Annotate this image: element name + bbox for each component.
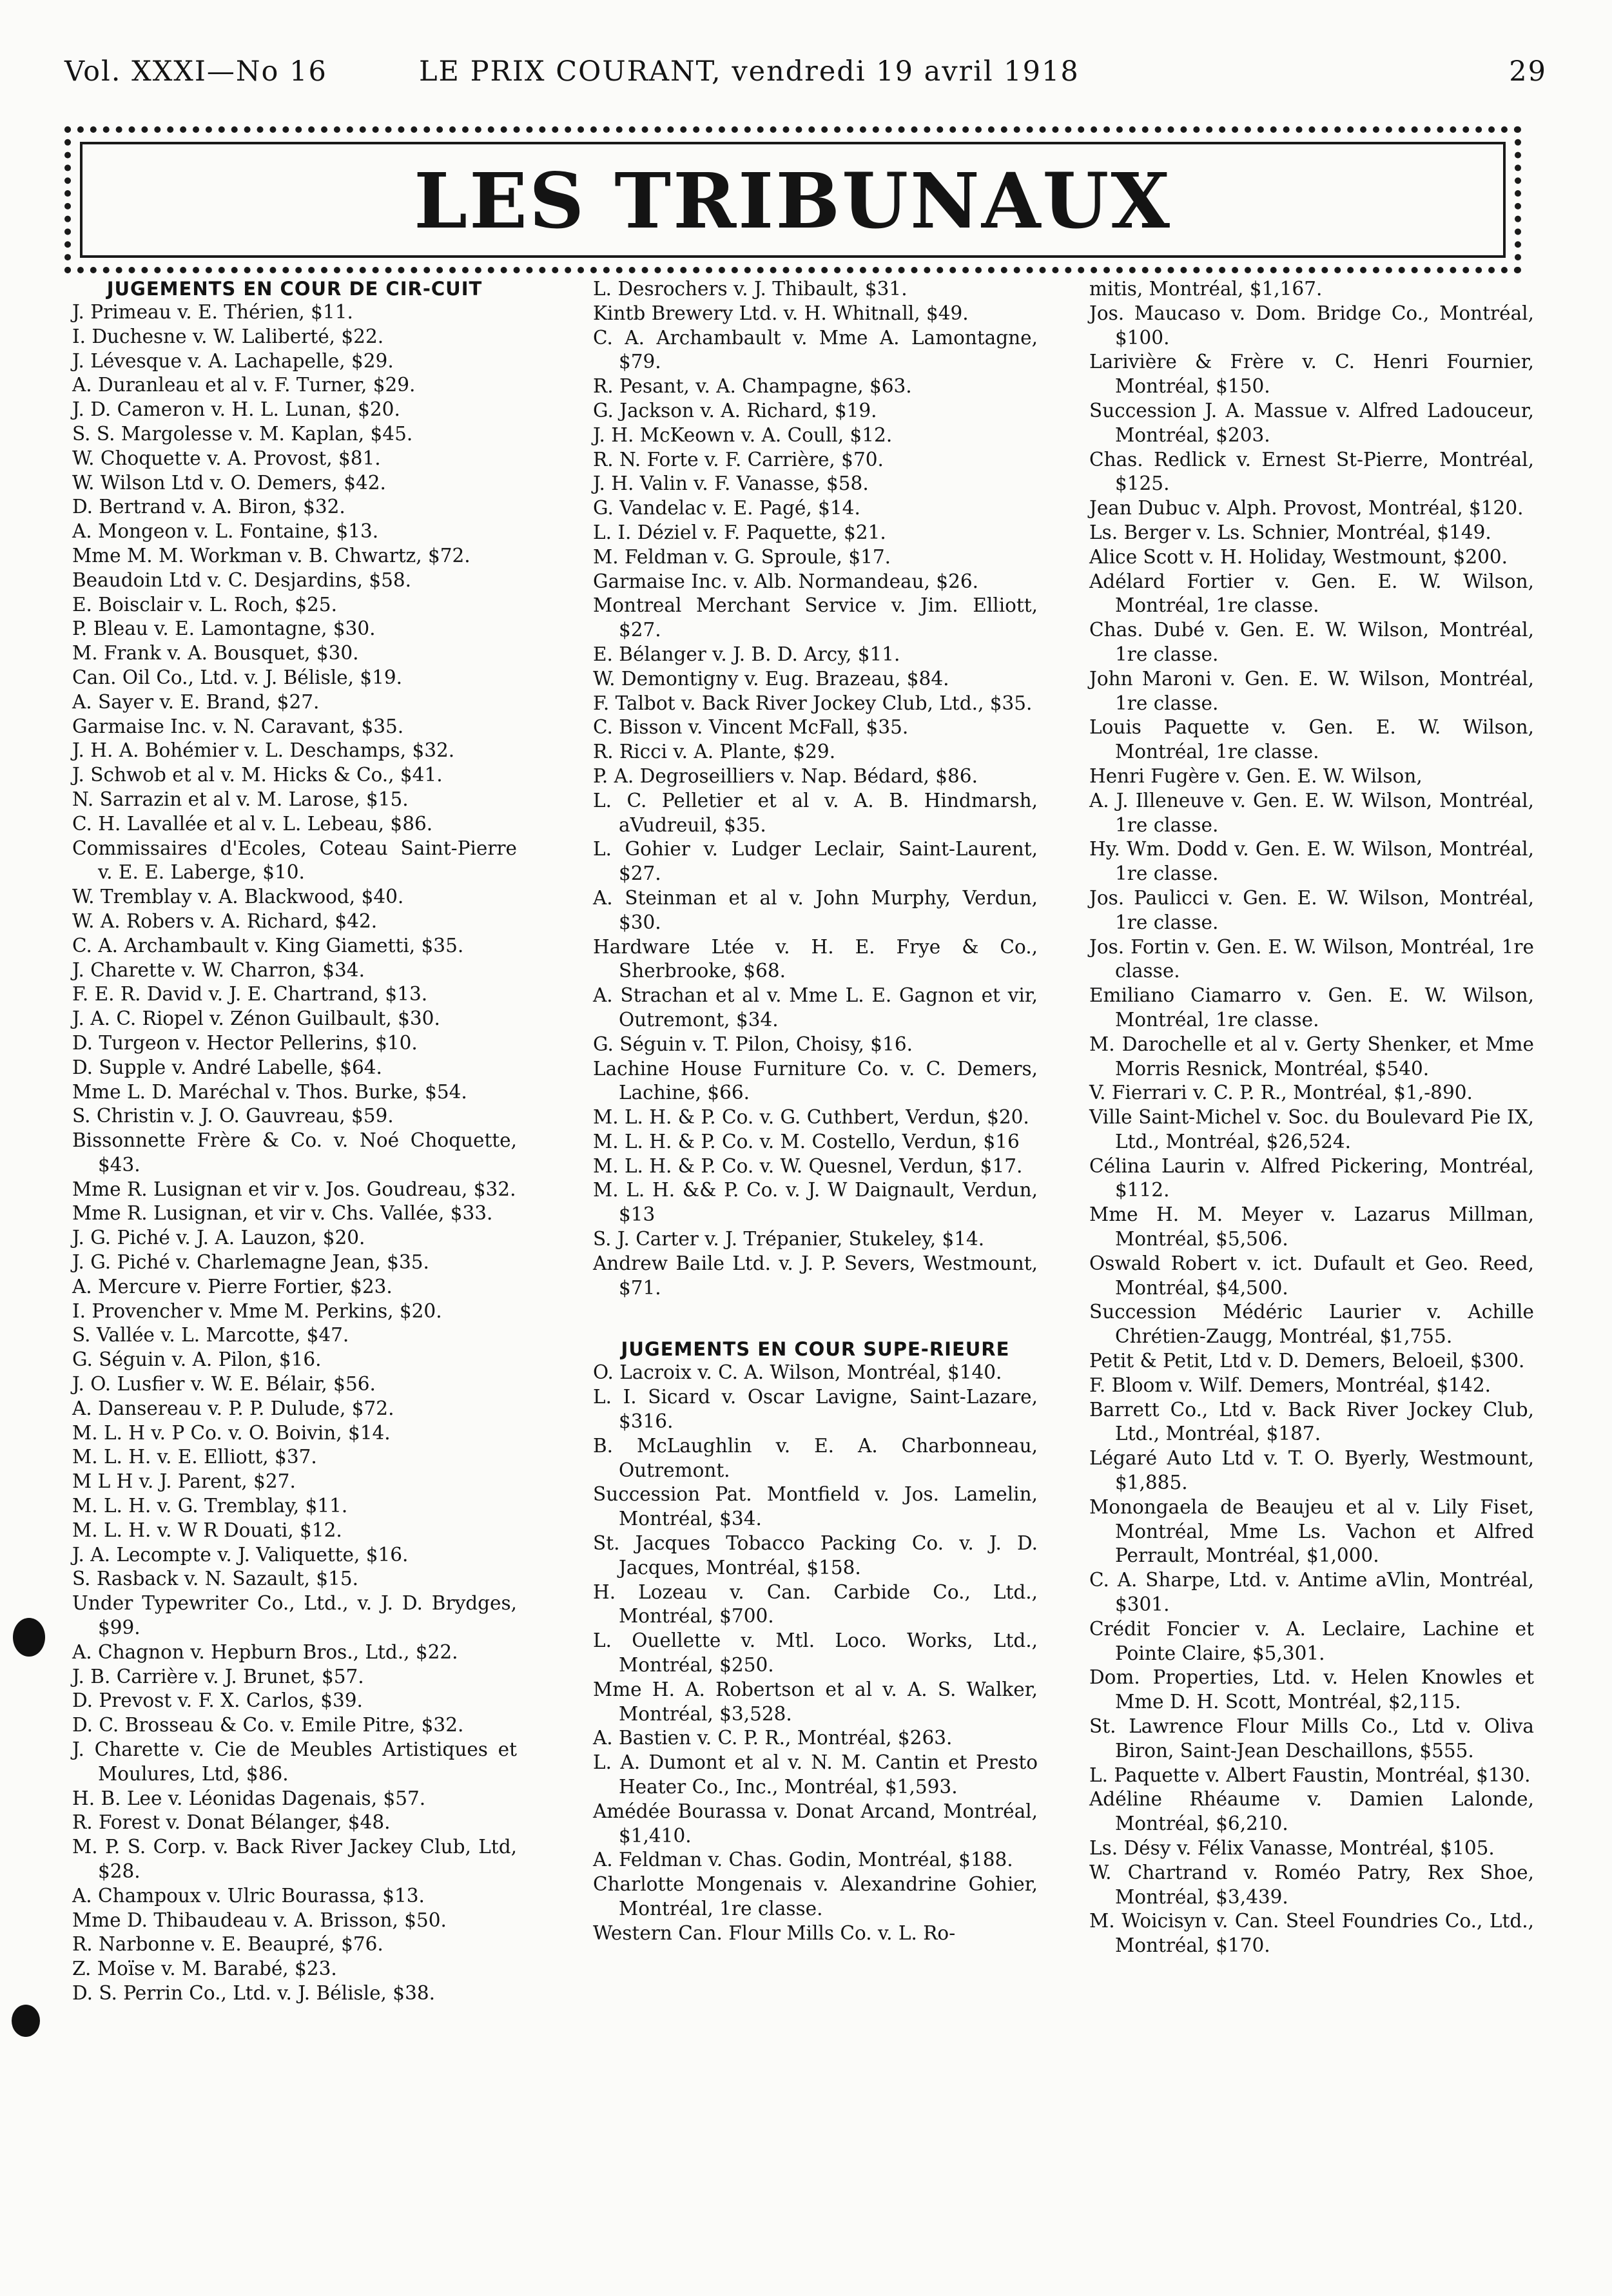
judgment-entry: C. A. Archambault v. King Giametti, $35. — [72, 934, 464, 957]
judgment-entry: Jean Dubuc v. Alph. Provost, Montréal, $120. — [1089, 497, 1524, 520]
judgment-entry: Chas. Dubé v. Gen. E. W. Wilson, Montréal, 1re classe. — [1089, 619, 1534, 665]
judgment-entry: S. Christin v. J. O. Gauvreau, $59. — [72, 1105, 394, 1127]
judgment-entry: C. H. Lavallée et al v. L. Lebeau, $86. — [72, 812, 433, 835]
judgment-entry: R. Narbonne v. E. Beaupré, $76. — [72, 1933, 384, 1956]
judgment-entry: L. I. Sicard v. Oscar Lavigne, Saint-Lazare, $316. — [593, 1386, 1038, 1433]
section-banner — [64, 126, 1521, 273]
banner-title: LES TRIBUNAUX — [414, 156, 1172, 246]
judgment-entry: J. G. Piché v. Charlemagne Jean, $35. — [72, 1251, 429, 1274]
judgment-entry: John Maroni v. Gen. E. W. Wilson, Montréal, 1re classe. — [1089, 667, 1534, 714]
judgment-entry: A. Strachan et al v. Mme L. E. Gagnon et vir, Outremont, $34. — [593, 984, 1038, 1031]
judgment-entry: Barrett Co., Ltd v. Back River Jockey Club, Ltd., Montréal, $187. — [1089, 1398, 1534, 1445]
judgment-entry: S. Rasback v. N. Sazault, $15. — [72, 1568, 359, 1590]
judgment-entry: Beaudoin Ltd v. C. Desjardins, $58. — [72, 569, 412, 591]
judgment-entry: J. H. McKeown v. A. Coull, $12. — [593, 423, 893, 446]
judgment-entry: Andrew Baile Ltd. v. J. P. Severs, Westmount, $71. — [593, 1252, 1038, 1299]
judgment-entry: Mme R. Lusignan, et vir v. Chs. Vallée, $33. — [72, 1202, 493, 1225]
page-number: 29 — [1509, 55, 1547, 88]
judgment-entry: P. Bleau v. E. Lamontagne, $30. — [72, 618, 376, 640]
judgment-entry: Monongaela de Beaujeu et al v. Lily Fiset, Montréal, Mme Ls. Vachon et Alfred Perrault, Montréal, $1,000. — [1089, 1495, 1534, 1567]
judgment-entry: Adélard Fortier v. Gen. E. W. Wilson, Montréal, 1re classe. — [1089, 570, 1534, 617]
judgment-entry: M. Woicisyn v. Can. Steel Foundries Co., Ltd., Montréal, $170. — [1089, 1910, 1534, 1957]
judgment-entry: C. A. Sharpe, Ltd. v. Antime aVlin, Montréal, $301. — [1089, 1569, 1534, 1616]
judgment-entry: J. Schwob et al v. M. Hicks & Co., $41. — [72, 764, 443, 786]
judgment-entry: J. A. C. Riopel v. Zénon Guilbault, $30. — [72, 1007, 440, 1030]
judgment-entry: J. G. Piché v. J. A. Lauzon, $20. — [72, 1227, 365, 1249]
judgment-entry: L. Ouellette v. Mtl. Loco. Works, Ltd., Montréal, $250. — [593, 1630, 1038, 1677]
judgment-entry: G. Séguin v. A. Pilon, $16. — [72, 1348, 322, 1371]
judgment-entry: M. L. H. v. E. Elliott, $37. — [72, 1446, 317, 1468]
judgment-entry: W. A. Robers v. A. Richard, $42. — [72, 910, 378, 932]
judgment-entry: Amédée Bourassa v. Donat Arcand, Montréal, $1,410. — [593, 1800, 1038, 1847]
judgment-entry: I. Provencher v. Mme M. Perkins, $20. — [72, 1299, 442, 1322]
judgment-entry: Garmaise Inc. v. N. Caravant, $35. — [72, 715, 404, 737]
judgment-entry: Commissaires d'Ecoles, Coteau Saint-Pierre v. E. E. Laberge, $10. — [72, 837, 517, 884]
judgment-entry: G. Jackson v. A. Richard, $19. — [593, 399, 877, 422]
judgment-entry: V. Fierrari v. C. P. R., Montréal, $1,-890. — [1089, 1082, 1473, 1104]
judgment-entry: Can. Oil Co., Ltd. v. J. Bélisle, $19. — [72, 666, 403, 688]
judgment-entry: M. L. H. v. G. Tremblay, $11. — [72, 1495, 348, 1517]
judgment-entry: Petit & Petit, Ltd v. D. Demers, Beloeil, $300. — [1089, 1350, 1525, 1372]
judgment-entry: A. J. Illeneuve v. Gen. E. W. Wilson, Montréal, 1re classe. — [1089, 789, 1534, 836]
judgment-entry: Ls. Désy v. Félix Vanasse, Montréal, $105. — [1089, 1837, 1495, 1859]
judgment-entry: D. Supple v. André Labelle, $64. — [72, 1056, 382, 1078]
judgment-entry: C. A. Archambault v. Mme A. Lamontagne, $79. — [593, 326, 1038, 373]
judgment-list-superieure-1 — [593, 1361, 1038, 1945]
ink-spot — [13, 1618, 45, 1657]
column-2 — [593, 277, 1038, 1946]
judgment-entry: J. O. Lusfier v. W. E. Bélair, $56. — [72, 1373, 376, 1396]
judgment-entry: N. Sarrazin et al v. M. Larose, $15. — [72, 788, 409, 810]
judgment-entry: J. H. Valin v. F. Vanasse, $58. — [593, 472, 869, 495]
judgment-entry: R. Ricci v. A. Plante, $29. — [593, 741, 836, 763]
judgment-entry: Chas. Redlick v. Ernest St-Pierre, Montréal, $125. — [1089, 448, 1534, 495]
judgment-entry: Mme H. A. Robertson et al v. A. S. Walker, Montréal, $3,528. — [593, 1678, 1038, 1725]
judgment-entry: A. Dansereau v. P. P. Dulude, $72. — [72, 1397, 394, 1419]
judgment-entry: A. Mongeon v. L. Fontaine, $13. — [72, 520, 379, 543]
judgment-entry: M. Feldman v. G. Sproule, $17. — [593, 545, 891, 568]
judgment-entry: L. I. Déziel v. F. Paquette, $21. — [593, 521, 886, 543]
judgment-entry: Jos. Paulicci v. Gen. E. W. Wilson, Montréal, 1re classe. — [1089, 886, 1534, 933]
judgment-entry: Kintb Brewery Ltd. v. H. Whitnall, $49. — [593, 302, 969, 324]
judgment-entry: Emiliano Ciamarro v. Gen. E. W. Wilson, Montréal, 1re classe. — [1089, 984, 1534, 1031]
judgment-entry: E. Boisclair v. L. Roch, $25. — [72, 593, 337, 616]
publication-line: LE PRIX COURANT, vendredi 19 avril 1918 — [419, 55, 1080, 88]
judgment-entry: H. Lozeau v. Can. Carbide Co., Ltd., Montréal, $700. — [593, 1581, 1038, 1628]
judgment-entry: A. Chagnon v. Hepburn Bros., Ltd., $22. — [72, 1640, 458, 1663]
judgment-entry: R. N. Forte v. F. Carrière, $70. — [593, 448, 884, 471]
judgment-entry: Mme M. M. Workman v. B. Chwartz, $72. — [72, 544, 471, 567]
judgment-entry: Henri Fugère v. Gen. E. W. Wilson, — [1089, 764, 1423, 787]
judgment-entry: Succession Médéric Laurier v. Achille Chrétien-Zaugg, Montréal, $1,755. — [1089, 1301, 1534, 1348]
judgment-entry: G. Séguin v. T. Pilon, Choisy, $16. — [593, 1033, 913, 1055]
judgment-entry: Louis Paquette v. Gen. E. W. Wilson, Montréal, 1re classe. — [1089, 716, 1534, 763]
judgment-entry: Mme R. Lusignan et vir v. Jos. Goudreau, $32. — [72, 1178, 516, 1200]
judgment-entry: Oswald Robert v. ict. Dufault et Geo. Reed, Montréal, $4,500. — [1089, 1252, 1534, 1299]
judgment-entry: M. Frank v. A. Bousquet, $30. — [72, 642, 359, 665]
judgment-entry: Succession J. A. Massue v. Alfred Ladouceur, Montréal, $203. — [1089, 399, 1534, 446]
judgment-entry: Larivière & Frère v. C. Henri Fournier, Montréal, $150. — [1089, 351, 1534, 398]
judgment-entry: M. L. H. & P. Co. v. G. Cuthbert, Verdun, $20. — [593, 1106, 1029, 1129]
judgment-entry: Bissonnette Frère & Co. v. Noé Choquette, $43. — [72, 1129, 517, 1176]
page-header — [64, 55, 1547, 94]
judgment-entry: H. B. Lee v. Léonidas Dagenais, $57. — [72, 1787, 426, 1809]
judgment-entry: St. Jacques Tobacco Packing Co. v. J. D. Jacques, Montréal, $158. — [593, 1532, 1038, 1579]
judgment-entry: Crédit Foncier v. A. Leclaire, Lachine et Pointe Claire, $5,301. — [1089, 1617, 1534, 1664]
judgment-entry: L. Desrochers v. J. Thibault, $31. — [593, 278, 908, 300]
judgment-entry: D. Prevost v. F. X. Carlos, $39. — [72, 1689, 363, 1712]
judgment-entry: O. Lacroix v. C. A. Wilson, Montréal, $140. — [593, 1361, 1002, 1384]
column-3 — [1089, 277, 1534, 1958]
judgment-entry: Dom. Properties, Ltd. v. Helen Knowles et Mme D. H. Scott, Montréal, $2,115. — [1089, 1666, 1534, 1713]
judgment-entry: A. Bastien v. C. P. R., Montréal, $263. — [593, 1727, 953, 1749]
judgment-entry: Z. Moïse v. M. Barabé, $23. — [72, 1958, 337, 1980]
judgment-entry: Célina Laurin v. Alfred Pickering, Montréal, $112. — [1089, 1154, 1534, 1202]
judgment-entry: F. Talbot v. Back River Jockey Club, Ltd., $35. — [593, 692, 1033, 714]
judgment-entry: Mme D. Thibaudeau v. A. Brisson, $50. — [72, 1909, 447, 1931]
judgment-entry: Mme H. M. Meyer v. Lazarus Millman, Montréal, $5,506. — [1089, 1203, 1534, 1250]
judgment-entry: A. Champoux v. Ulric Bourassa, $13. — [72, 1884, 425, 1907]
judgment-entry: J. A. Lecompte v. J. Valiquette, $16. — [72, 1543, 409, 1566]
judgment-entry: Succession Pat. Montfield v. Jos. Lamelin, Montréal, $34. — [593, 1483, 1038, 1530]
judgment-entry: St. Lawrence Flour Mills Co., Ltd v. Oliva Biron, Saint-Jean Deschaillons, $555. — [1089, 1715, 1534, 1762]
judgment-entry: R. Forest v. Donat Bélanger, $48. — [72, 1811, 391, 1834]
section-heading-circuit: JUGEMENTS EN COUR DE CIR-CUIT — [106, 278, 483, 300]
judgment-entry: E. Bélanger v. J. B. D. Arcy, $11. — [593, 643, 900, 665]
judgment-entry: J. Charette v. Cie de Meubles Artistiques et Moulures, Ltd, $86. — [72, 1738, 517, 1785]
judgment-entry: M. P. S. Corp. v. Back River Jackey Club, Ltd, $28. — [72, 1836, 517, 1882]
judgment-entry: M. L. H. & P. Co. v. W. Quesnel, Verdun, $17. — [593, 1154, 1023, 1177]
judgment-entry: S. Vallée v. L. Marcotte, $47. — [72, 1324, 349, 1347]
judgment-entry: Adéline Rhéaume v. Damien Lalonde, Montréal, $6,210. — [1089, 1788, 1534, 1835]
judgment-entry: Hy. Wm. Dodd v. Gen. E. W. Wilson, Montréal, 1re classe. — [1089, 838, 1534, 885]
judgment-entry: W. Chartrand v. Roméo Patry, Rex Shoe, Montréal, $3,439. — [1089, 1861, 1534, 1908]
judgment-list-circuit-2 — [593, 277, 1038, 1300]
judgment-entry: M L H v. J. Parent, $27. — [72, 1470, 296, 1493]
judgment-entry: Alice Scott v. H. Holiday, Westmount, $200. — [1089, 545, 1508, 568]
judgment-entry: L. Paquette v. Albert Faustin, Montréal, $130. — [1089, 1764, 1531, 1786]
judgment-entry: Jos. Fortin v. Gen. E. W. Wilson, Montréal, 1re classe. — [1089, 935, 1534, 982]
judgment-list-circuit-1 — [72, 300, 517, 2006]
judgment-entry: M. L. H. && P. Co. v. J. W Daignault, Verdun, $13 — [593, 1179, 1038, 1226]
judgment-entry: A. Steinman et al v. John Murphy, Verdun, $30. — [593, 886, 1038, 933]
judgment-entry: J. B. Carrière v. J. Brunet, $57. — [72, 1665, 364, 1688]
judgment-entry: mitis, Montréal, $1,167. — [1089, 278, 1323, 300]
judgment-entry: C. Bisson v. Vincent McFall, $35. — [593, 716, 909, 739]
judgment-entry: J. Charette v. W. Charron, $34. — [72, 958, 365, 981]
judgment-list-superieure-2 — [1089, 277, 1534, 1958]
judgment-entry: A. Sayer v. E. Brand, $27. — [72, 690, 320, 713]
judgment-entry: D. Turgeon v. Hector Pellerins, $10. — [72, 1031, 418, 1054]
judgment-entry: L. A. Dumont et al v. N. M. Cantin et Presto Heater Co., Inc., Montréal, $1,593. — [593, 1751, 1038, 1798]
judgment-entry: B. McLaughlin v. E. A. Charbonneau, Outremont. — [593, 1434, 1038, 1481]
judgment-entry: F. Bloom v. Wilf. Demers, Montréal, $142. — [1089, 1374, 1491, 1396]
judgment-entry: A. Duranleau et al v. F. Turner, $29. — [72, 374, 416, 396]
judgment-entry: J. D. Cameron v. H. L. Lunan, $20. — [72, 398, 400, 421]
judgment-entry: I. Duchesne v. W. Laliberté, $22. — [72, 325, 384, 347]
judgment-entry: J. H. A. Bohémier v. L. Deschamps, $32. — [72, 739, 455, 762]
judgment-entry: Charlotte Mongenais v. Alexandrine Gohier, Montréal, 1re classe. — [593, 1873, 1038, 1920]
banner-frame — [80, 142, 1506, 258]
judgment-entry: Montreal Merchant Service v. Jim. Elliott, $27. — [593, 594, 1038, 641]
judgment-entry: Ville Saint-Michel v. Soc. du Boulevard Pie IX, Ltd., Montréal, $26,524. — [1089, 1106, 1534, 1153]
judgment-entry: R. Pesant, v. A. Champagne, $63. — [593, 375, 912, 398]
judgment-entry: M. L. H. v. W R Douati, $12. — [72, 1519, 342, 1541]
judgment-entry: W. Choquette v. A. Provost, $81. — [72, 447, 381, 469]
judgment-entry: M. L. H v. P Co. v. O. Boivin, $14. — [72, 1421, 391, 1444]
judgment-entry: F. E. R. David v. J. E. Chartrand, $13. — [72, 983, 428, 1006]
judgment-entry: L. Gohier v. Ludger Leclair, Saint-Laurent, $27. — [593, 838, 1038, 885]
judgment-entry: Légaré Auto Ltd v. T. O. Byerly, Westmount, $1,885. — [1089, 1447, 1534, 1494]
judgment-entry: M. Darochelle et al v. Gerty Shenker, et Mme Morris Resnick, Montréal, $540. — [1089, 1033, 1534, 1080]
judgment-entry: W. Demontigny v. Eug. Brazeau, $84. — [593, 667, 949, 690]
judgment-entry: Ls. Berger v. Ls. Schnier, Montréal, $149. — [1089, 521, 1491, 543]
judgment-entry: W. Tremblay v. A. Blackwood, $40. — [72, 886, 404, 908]
ink-spot — [12, 2005, 40, 2037]
judgment-entry: A. Feldman v. Chas. Godin, Montréal, $188. — [593, 1849, 1013, 1871]
judgment-entry: L. C. Pelletier et al v. A. B. Hindmarsh, aVudreuil, $35. — [593, 789, 1038, 836]
judgment-entry: J. Primeau v. E. Thérien, $11. — [72, 301, 353, 323]
judgment-entry: P. A. Degroseilliers v. Nap. Bédard, $86. — [593, 764, 978, 787]
judgment-entry: Jos. Maucaso v. Dom. Bridge Co., Montréal, $100. — [1089, 302, 1534, 349]
judgment-entry: Under Typewriter Co., Ltd., v. J. D. Brydges, $99. — [72, 1592, 517, 1639]
judgment-entry: D. C. Brosseau & Co. v. Emile Pitre, $32. — [72, 1714, 464, 1737]
judgment-entry: Garmaise Inc. v. Alb. Normandeau, $26. — [593, 570, 979, 592]
judgment-entry: Hardware Ltée v. H. E. Frye & Co., Sherbrooke, $68. — [593, 935, 1038, 982]
judgment-entry: Mme L. D. Maréchal v. Thos. Burke, $54. — [72, 1080, 467, 1103]
judgment-entry: M. L. H. & P. Co. v. M. Costello, Verdun, $16 — [593, 1130, 1020, 1153]
judgment-entry: A. Mercure v. Pierre Fortier, $23. — [72, 1275, 393, 1298]
judgment-entry: S. J. Carter v. J. Trépanier, Stukeley, $14. — [593, 1228, 985, 1250]
judgment-entry: J. Lévesque v. A. Lachapelle, $29. — [72, 349, 394, 372]
judgment-entry: S. S. Margolesse v. M. Kaplan, $45. — [72, 422, 413, 445]
judgment-entry: G. Vandelac v. E. Pagé, $14. — [593, 497, 860, 520]
judgment-entry: Western Can. Flour Mills Co. v. L. Ro- — [593, 1921, 956, 1944]
judgment-entry: W. Wilson Ltd v. O. Demers, $42. — [72, 471, 386, 494]
judgment-entry: D. S. Perrin Co., Ltd. v. J. Bélisle, $38. — [72, 1981, 435, 2004]
volume-number: Vol. XXXI—No 16 — [64, 55, 327, 88]
judgment-entry: Lachine House Furniture Co. v. C. Demers, Lachine, $66. — [593, 1057, 1038, 1104]
judgment-entry: D. Bertrand v. A. Biron, $32. — [72, 496, 345, 518]
column-1 — [72, 277, 517, 2006]
section-heading-superieure: JUGEMENTS EN COUR SUPE-RIEURE — [621, 1338, 1010, 1361]
